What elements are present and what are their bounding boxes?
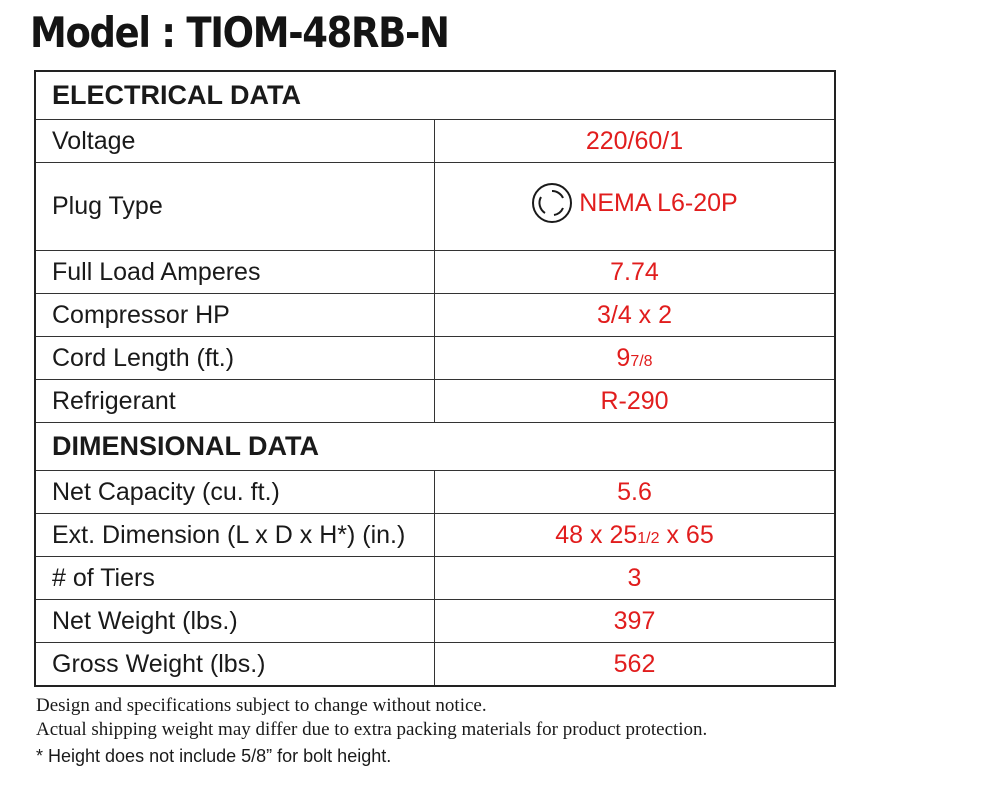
row-value: 562 [435,643,836,687]
row-value: 5.6 [435,471,836,514]
section-row-electrical [35,71,835,120]
row-value-dimension [435,514,836,557]
table-row [35,471,835,514]
table-row [35,294,835,337]
cord-length-whole: 9 [616,343,631,372]
model-title: Model : TIOM-48RB-N [30,8,449,57]
table-row [35,163,835,251]
row-label: Compressor HP [35,294,435,337]
row-label: Refrigerant [35,380,435,423]
row-label: Ext. Dimension (L x D x H*) (in.) [35,514,435,557]
cord-length-fraction: 7/8 [630,352,653,370]
row-label: Gross Weight (lbs.) [35,643,435,687]
table-row [35,557,835,600]
table-row [35,251,835,294]
row-value: 220/60/1 [435,120,836,163]
row-label: Cord Length (ft.) [35,337,435,380]
table-row [35,337,835,380]
dimension-pre: 48 x 25 [555,520,638,549]
dimension-post: x 65 [659,520,714,549]
table-row [35,600,835,643]
plug-type-text: NEMA L6-20P [579,188,738,217]
nema-plug-icon [531,182,573,224]
row-value: 397 [435,600,836,643]
dimension-fraction: 1/2 [637,529,660,547]
spec-table [34,70,836,687]
table-row [35,120,835,163]
row-label: Net Weight (lbs.) [35,600,435,643]
row-label: Voltage [35,120,435,163]
row-label: Plug Type [35,163,435,251]
row-value-cord [435,337,836,380]
plug-type-value [531,182,737,224]
note-line: Design and specifications subject to change without notice. [36,695,487,716]
section-row-dimensional [35,423,835,471]
table-row [35,514,835,557]
row-label: Net Capacity (cu. ft.) [35,471,435,514]
note-line: Actual shipping weight may differ due to extra packing materials for product protection. [36,719,708,740]
row-value: 3 [435,557,836,600]
footnote: * Height does not include 5/8” for bolt height. [36,746,392,766]
row-label: Full Load Amperes [35,251,435,294]
row-value: 3/4 x 2 [435,294,836,337]
row-value-plug [435,163,836,251]
row-label: # of Tiers [35,557,435,600]
row-value: R-290 [435,380,836,423]
row-value: 7.74 [435,251,836,294]
notes [36,694,707,742]
electrical-heading: ELECTRICAL DATA [35,71,835,120]
table-row [35,643,835,687]
dimensional-heading: DIMENSIONAL DATA [35,423,835,471]
table-row [35,380,835,423]
